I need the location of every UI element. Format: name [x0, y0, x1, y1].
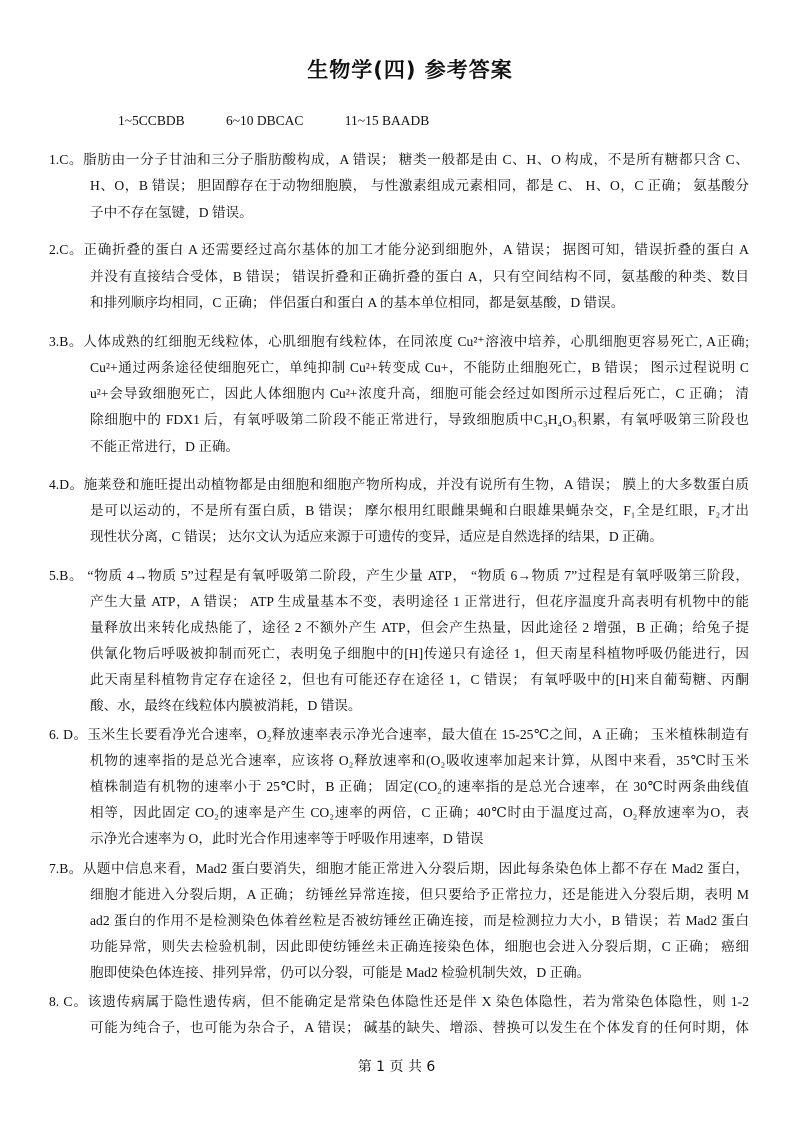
answer-group: 1~5CCBDB [118, 113, 185, 128]
text-line: 供氰化物后呼吸被抑制而死亡，表明兔子细胞中的[H]传递只有途径 1，但天南星科植物呼吸仍能进行，因 [90, 646, 749, 661]
text-line: 相等，因此固定 CO₂的速率是产生 CO₂速率的两倍，C 正确；40℃时由于温度过高，O₂释放速率为O，表 [90, 805, 749, 820]
text-line: 示净光合速率为 O，此时光合作用速率等于呼吸作用速率，D 错误 [90, 831, 484, 846]
page-number: 第 1 页 共 6 [357, 1059, 436, 1075]
text-line: 细胞才能进入分裂后期，A 正确； 纺锤丝异常连接，但只要给予正常拉力，还是能进入分裂后期，表明 M [90, 887, 749, 902]
text-line: 是可以运动的，不是所有蛋白质，B 错误； 摩尔根用红眼雌果蝇和白眼雄果蝇杂交，F₁全是红眼，F₂才出 [90, 503, 749, 518]
text-line: 功能异常，则失去检验机制，因此即使纺锤丝未正确连接染色体，细胞也会进入分裂后期，C 正确； 癌细 [90, 939, 749, 954]
text-line: 7.B。从题中信息来看，Mad2 蛋白要消失，细胞才能正常进入分裂后期，因此每条染色体上都不存在 Mad2 蛋白， [49, 861, 749, 876]
text-line: Cu²+通过两条途径使细胞死亡，单纯抑制 Cu²+转变成 Cu+，不能防止细胞死亡，B 错误； 图示过程说明 C [90, 360, 749, 375]
text-line: 除细胞中的 FDX1 后，有氧呼吸第二阶段不能正常进行，导致细胞质中C₃H₄O₃积累，有氧呼吸第三阶段也 [90, 412, 749, 427]
text-line: 酸、水，最终在线粒体内膜被消耗，D 错误。 [90, 698, 362, 713]
text-line: 8. C。该遗传病属于隐性遗传病，但不能确定是常染色体隐性还是伴 X 染色体隐性，若为常染色体隐性，则 1-2 [49, 994, 749, 1009]
text-line: 植株制造有机物的速率小于 25℃时，B 正确； 固定(CO₂的速率指的是总光合速率，在 30℃时两条曲线值 [90, 779, 749, 794]
page-title: 生物学(四) 参考答案 [307, 58, 513, 82]
answer-group: 6~10 DBCAC [225, 113, 304, 128]
text-line: 6. D。玉米生长要看净光合速率，O₂释放速率表示净光合速率，最大值在 15-25℃之间，A 正确； 玉米植株制造有 [49, 727, 749, 742]
text-line: 胞即使染色体连接、排列异常，仍可以分裂，可能是 Mad2 检验机制失效，D 正确。 [90, 965, 591, 980]
text-line: 不能正常进行，D 正确。 [90, 439, 240, 454]
text-line: 量释放出来转化成热能了，途径 2 不额外产生 ATP，但会产生热量，因此途径 2 增强，B 正确；给兔子提 [90, 620, 749, 635]
answer-key [118, 113, 467, 129]
text-line: 并没有直接结合受体，B 错误； 错误折叠和正确折叠的蛋白 A，只有空间结构不同，氨基酸的种类、数目 [90, 269, 749, 284]
text-line: 现性状分离，C 错误； 达尔文认为适应来源于可遗传的变异，适应是自然选择的结果，D 正确。 [90, 529, 663, 544]
text-line: 产生大量 ATP，A 错误； ATP 生成量基本不变，表明途径 1 正常进行，但花序温度升高表明有机物中的能 [90, 594, 749, 609]
text-line: 2.C。正确折叠的蛋白 A 还需要经过高尔基体的加工才能分泌到细胞外，A 错误； 据图可知，错误折叠的蛋白 A [49, 242, 749, 257]
text-line: 子中不存在氢键，D 错误。 [90, 205, 253, 220]
answer-group: 11~15 BAADB [344, 113, 430, 128]
text-line: 和排列顺序均相同，C 正确； 伴侣蛋白和蛋白 A 的基本单位相同，都是氨基酸，D 错误。 [90, 295, 625, 310]
text-line: 可能为纯合子，也可能为杂合子，A 错误； 碱基的缺失、增添、替换可以发生在个体发育的任何时期，体 [90, 1020, 749, 1035]
text-line: 5.B。 “物质 4→物质 5”过程是有氧呼吸第二阶段，产生少量 ATP， “物质 6→物质 7”过程是有氧呼吸第三阶段， [49, 568, 749, 583]
text-line: 此天南星科植物肯定存在途径 2，但也有可能还存在途径 1，C 错误； 有氧呼吸中的[H]来自葡萄糖、丙酮 [90, 672, 749, 687]
text-line: 4.D。施莱登和施旺提出动植物都是由细胞和细胞产物所构成，并没有说所有生物，A 错误； 膜上的大多数蛋白质 [49, 477, 749, 492]
text-line: H、O，B 错误； 胆固醇存在于动物细胞膜， 与性激素组成元素相同，都是 C、 H、O，C 正确； 氨基酸分 [90, 178, 749, 193]
text-line: ad2 蛋白的作用不是检测染色体着丝粒是否被纺锤丝正确连接，而是检测拉力大小，B 错误；若 Mad2 蛋白 [90, 913, 749, 928]
text-line: 3.B。人体成熟的红细胞无线粒体，心肌细胞有线粒体，在同浓度 Cu²⁺溶液中培养，心肌细胞更容易死亡, A正确; [49, 334, 749, 349]
text-line: 1.C。脂肪由一分子甘油和三分子脂肪酸构成，A 错误； 糖类一般都是由 C、H、O 构成，不是所有糖都只含 C、 [49, 152, 749, 167]
text-line: 机物的速率指的是总光合速率，应该将 O₂释放速率和(O₂吸收速率加起来计算，从图中来看，35℃时玉米 [90, 753, 749, 768]
text-line: u²+会导致细胞死亡，因此人体细胞内 Cu²+浓度升高，细胞可能会经过如图所示过程后死亡，C 正确； 清 [90, 386, 749, 401]
